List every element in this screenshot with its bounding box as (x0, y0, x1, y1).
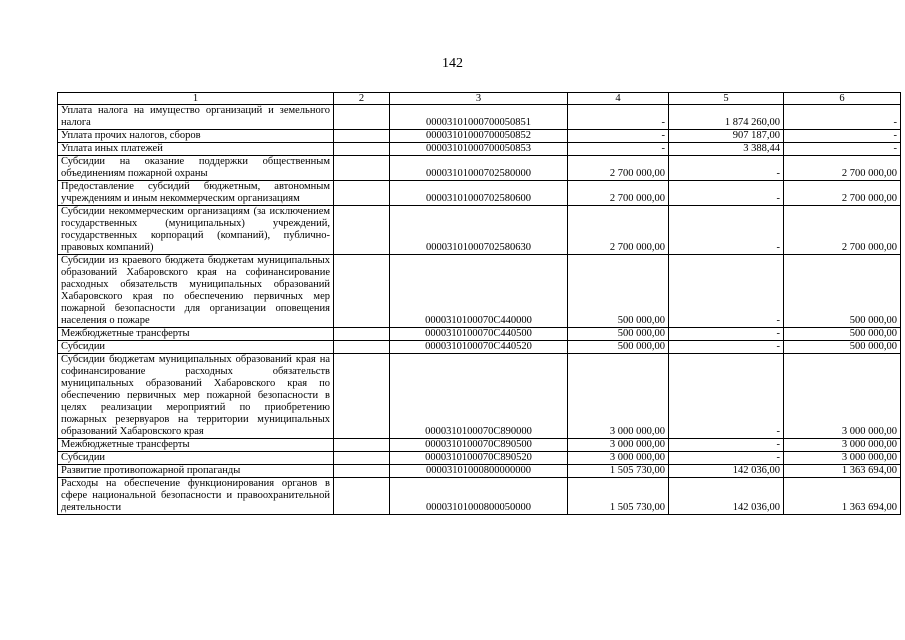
row-column-6-cell: 3 000 000,00 (784, 439, 901, 452)
row-name-cell: Развитие противопожарной пропаганды (58, 465, 334, 478)
row-name-cell: Субсидии (58, 341, 334, 354)
row-code-cell: 00003101000700050852 (390, 130, 568, 143)
row-column-2-cell (334, 130, 390, 143)
row-column-4-cell: - (568, 130, 669, 143)
row-column-5-cell: - (669, 452, 784, 465)
row-column-2-cell (334, 439, 390, 452)
row-code-cell: 00003101000702580600 (390, 181, 568, 206)
row-column-2-cell (334, 206, 390, 255)
table-row (58, 341, 901, 354)
budget-table (57, 92, 901, 515)
row-column-4-cell: 500 000,00 (568, 255, 669, 328)
row-code-cell: 0000310100070С440520 (390, 341, 568, 354)
row-column-5-cell: 142 036,00 (669, 465, 784, 478)
table-row (58, 105, 901, 130)
row-name-cell: Расходы на обеспечение функционирования органов в сфере национальной безопасности и правоохранительной деятельности (58, 478, 334, 515)
row-column-6-cell: 3 000 000,00 (784, 354, 901, 439)
row-column-6-cell: 2 700 000,00 (784, 156, 901, 181)
row-column-5-cell: - (669, 328, 784, 341)
row-column-5-cell: 3 388,44 (669, 143, 784, 156)
row-column-2-cell (334, 328, 390, 341)
table-row (58, 181, 901, 206)
row-column-5-cell: - (669, 255, 784, 328)
row-column-4-cell: 3 000 000,00 (568, 439, 669, 452)
table-row (58, 328, 901, 341)
row-column-6-cell: 1 363 694,00 (784, 465, 901, 478)
row-column-5-cell: 142 036,00 (669, 478, 784, 515)
row-column-6-cell: 1 363 694,00 (784, 478, 901, 515)
page-number: 142 (442, 56, 463, 71)
table-row (58, 130, 901, 143)
row-column-6-cell: 3 000 000,00 (784, 452, 901, 465)
row-name-cell: Субсидии из краевого бюджета бюджетам муниципальных образований Хабаровского края на софинансирование расходных обязательств муниципальных образований Хабаровского края по обеспечению первичных мер пожарной безопасности для организации оповещения населения о пожаре (58, 255, 334, 328)
table-row (58, 465, 901, 478)
row-name-cell: Уплата иных платежей (58, 143, 334, 156)
table-row (58, 255, 901, 328)
row-column-6-cell: 2 700 000,00 (784, 181, 901, 206)
row-column-4-cell: 3 000 000,00 (568, 354, 669, 439)
row-column-5-cell: 1 874 260,00 (669, 105, 784, 130)
header-row (58, 93, 901, 105)
row-column-5-cell: - (669, 439, 784, 452)
row-column-4-cell: 1 505 730,00 (568, 478, 669, 515)
row-column-5-cell: 907 187,00 (669, 130, 784, 143)
table-row (58, 206, 901, 255)
row-column-5-cell: - (669, 156, 784, 181)
row-column-5-cell: - (669, 354, 784, 439)
row-code-cell: 00003101000800000000 (390, 465, 568, 478)
row-code-cell: 00003101000800050000 (390, 478, 568, 515)
row-code-cell: 0000310100070С440500 (390, 328, 568, 341)
row-column-2-cell (334, 465, 390, 478)
row-name-cell: Уплата прочих налогов, сборов (58, 130, 334, 143)
row-column-6-cell: 500 000,00 (784, 328, 901, 341)
row-column-5-cell: - (669, 206, 784, 255)
row-code-cell: 0000310100070С890000 (390, 354, 568, 439)
row-code-cell: 00003101000702580000 (390, 156, 568, 181)
row-column-6-cell: - (784, 130, 901, 143)
row-column-6-cell: 500 000,00 (784, 255, 901, 328)
row-name-cell: Субсидии бюджетам муниципальных образований края на софинансирование расходных обязательств муниципальных образований Хабаровского края по обеспечению первичных мер пожарной безопасности в целях реализации мероприятий по приобретению пожарных резервуаров на территории муниципальных образований Хабаровского края (58, 354, 334, 439)
table-row (58, 452, 901, 465)
column-header: 2 (334, 93, 390, 105)
table-row (58, 354, 901, 439)
row-column-2-cell (334, 156, 390, 181)
row-column-2-cell (334, 255, 390, 328)
row-column-2-cell (334, 452, 390, 465)
row-name-cell: Уплата налога на имущество организаций и земельного налога (58, 105, 334, 130)
table-row (58, 156, 901, 181)
row-column-5-cell: - (669, 341, 784, 354)
row-column-4-cell: 3 000 000,00 (568, 452, 669, 465)
row-column-4-cell: 1 505 730,00 (568, 465, 669, 478)
row-column-4-cell: 2 700 000,00 (568, 206, 669, 255)
row-column-6-cell: - (784, 105, 901, 130)
row-code-cell: 00003101000702580630 (390, 206, 568, 255)
row-column-6-cell: 2 700 000,00 (784, 206, 901, 255)
table-row (58, 478, 901, 515)
row-column-4-cell: 2 700 000,00 (568, 156, 669, 181)
table-row (58, 143, 901, 156)
row-name-cell: Предоставление субсидий бюджетным, автономным учреждениям и иным некоммерческим организациям (58, 181, 334, 206)
row-code-cell: 0000310100070С890500 (390, 439, 568, 452)
row-column-4-cell: 500 000,00 (568, 341, 669, 354)
row-name-cell: Субсидии некоммерческим организациям (за исключением государственных (муниципальных) учреждений, государственных корпораций (компаний), публично-правовых компаний) (58, 206, 334, 255)
row-code-cell: 00003101000700050853 (390, 143, 568, 156)
row-column-4-cell: 2 700 000,00 (568, 181, 669, 206)
row-column-4-cell: - (568, 143, 669, 156)
row-name-cell: Межбюджетные трансферты (58, 328, 334, 341)
row-column-6-cell: - (784, 143, 901, 156)
row-column-2-cell (334, 105, 390, 130)
row-column-2-cell (334, 341, 390, 354)
column-header: 1 (58, 93, 334, 105)
row-code-cell: 00003101000700050851 (390, 105, 568, 130)
row-column-2-cell (334, 354, 390, 439)
row-name-cell: Межбюджетные трансферты (58, 439, 334, 452)
row-code-cell: 0000310100070С440000 (390, 255, 568, 328)
row-column-2-cell (334, 181, 390, 206)
column-header: 4 (568, 93, 669, 105)
row-name-cell: Субсидии на оказание поддержки общественным объединениям пожарной охраны (58, 156, 334, 181)
row-column-5-cell: - (669, 181, 784, 206)
row-code-cell: 0000310100070С890520 (390, 452, 568, 465)
row-name-cell: Субсидии (58, 452, 334, 465)
table-row (58, 439, 901, 452)
row-column-2-cell (334, 478, 390, 515)
column-header: 5 (669, 93, 784, 105)
column-header: 3 (390, 93, 568, 105)
row-column-2-cell (334, 143, 390, 156)
row-column-6-cell: 500 000,00 (784, 341, 901, 354)
row-column-4-cell: - (568, 105, 669, 130)
column-header: 6 (784, 93, 901, 105)
row-column-4-cell: 500 000,00 (568, 328, 669, 341)
